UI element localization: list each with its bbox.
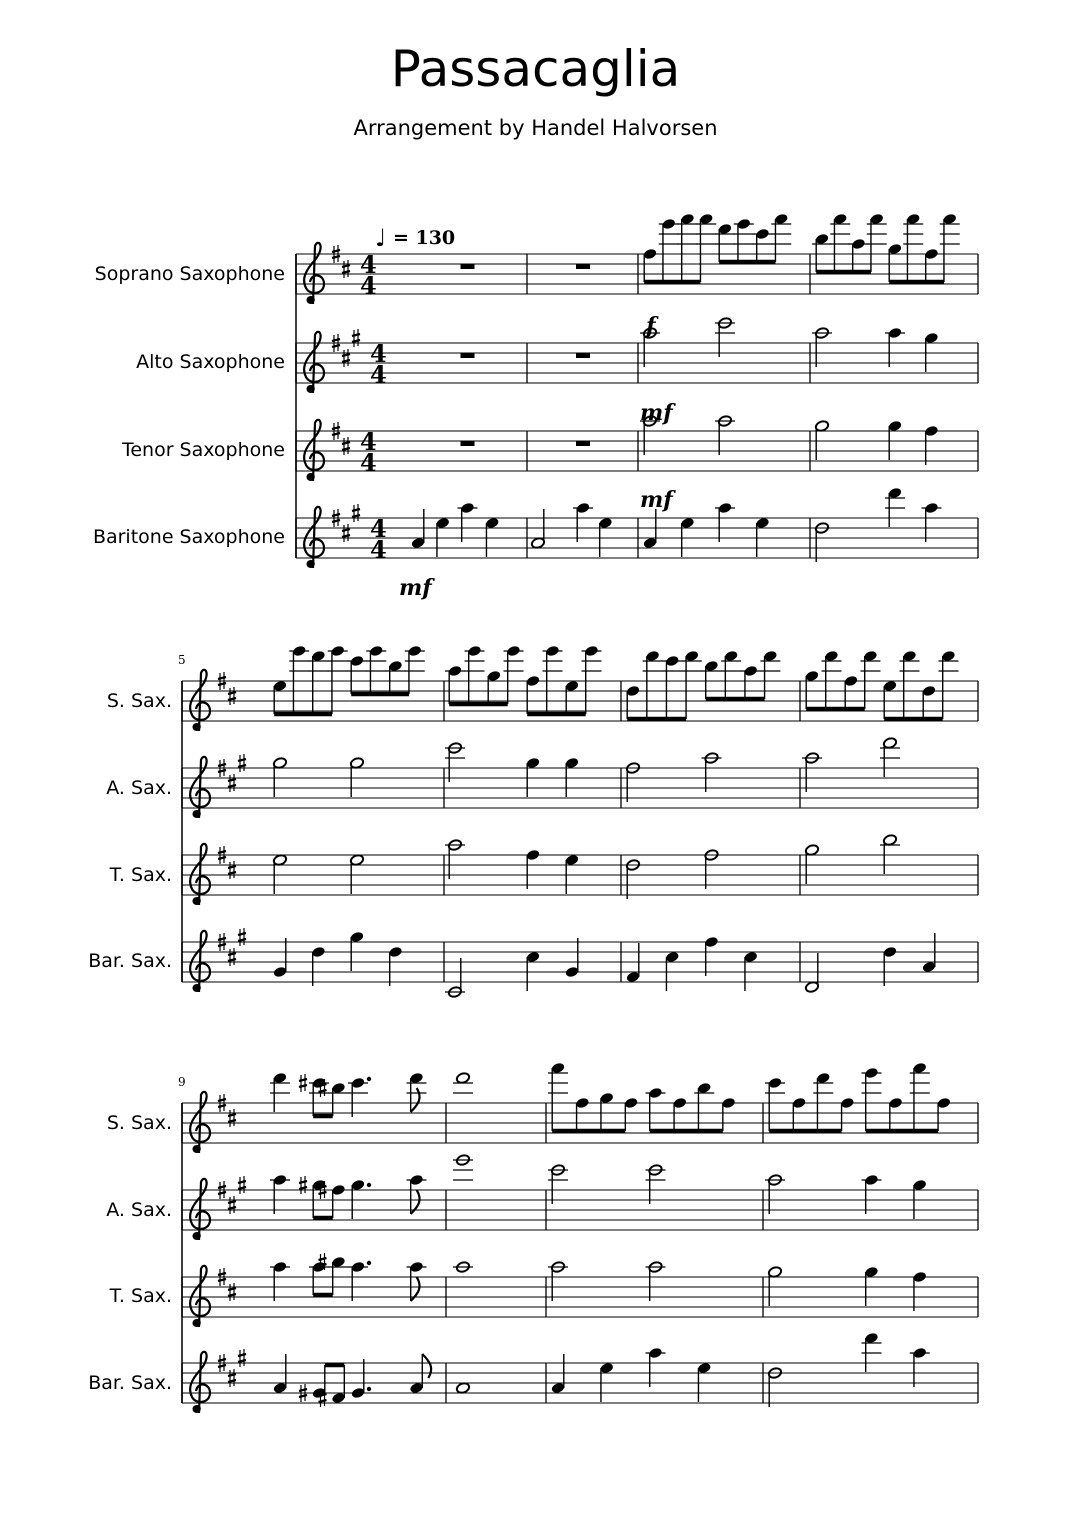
whole-rest-icon xyxy=(461,441,475,446)
dynamic-marking: mf xyxy=(399,575,432,601)
instrument-name-tenor: Tenor Saxophone xyxy=(121,439,285,461)
treble-clef-icon xyxy=(190,670,210,731)
key-signature-sharp-icon xyxy=(342,260,350,278)
whole-rest-icon xyxy=(576,353,590,358)
key-signature-sharp-icon xyxy=(238,1349,246,1367)
instrument-short-name-baritone: Bar. Sax. xyxy=(88,1372,172,1394)
treble-clef-icon xyxy=(190,757,210,818)
score-title: Passacaglia xyxy=(390,40,681,98)
dot xyxy=(367,1183,371,1187)
time-signature-denominator: 4 xyxy=(370,360,387,389)
whole-rest-icon xyxy=(461,353,475,358)
whole-rest-icon xyxy=(576,441,590,446)
instrument-short-name-soprano: S. Sax. xyxy=(106,690,172,712)
instrument-short-name-tenor: T. Sax. xyxy=(109,1285,172,1307)
treble-clef-icon xyxy=(190,1266,210,1327)
key-signature-sharp-icon xyxy=(238,754,246,772)
treble-clef-icon xyxy=(190,931,210,992)
dynamic-marking: mf xyxy=(640,400,673,426)
treble-clef-icon xyxy=(190,1179,210,1240)
treble-clef-icon xyxy=(190,844,210,905)
score-subtitle: Arrangement by Handel Halvorsen xyxy=(353,116,718,140)
key-signature-sharp-icon xyxy=(228,1283,236,1301)
key-signature-sharp-icon xyxy=(238,1176,246,1194)
accidental-sharp-icon xyxy=(299,1176,307,1194)
tempo-value: = 130 xyxy=(392,227,456,249)
key-signature-sharp-icon xyxy=(228,1109,236,1127)
key-signature-sharp-icon xyxy=(228,948,236,966)
time-signature-numerator: 4 xyxy=(360,250,377,279)
treble-clef-icon xyxy=(190,1092,210,1153)
treble-clef-icon xyxy=(304,243,324,304)
key-signature-sharp-icon xyxy=(342,437,350,455)
instrument-name-alto: Alto Saxophone xyxy=(136,351,285,373)
time-signature-denominator: 4 xyxy=(360,271,377,300)
key-signature-sharp-icon xyxy=(228,1369,236,1387)
treble-clef-icon xyxy=(304,507,324,568)
instrument-short-name-baritone: Bar. Sax. xyxy=(88,950,172,972)
measure-number: 9 xyxy=(178,1075,186,1089)
key-signature-sharp-icon xyxy=(352,329,360,347)
key-signature-sharp-icon xyxy=(342,524,350,542)
dot xyxy=(367,1077,371,1081)
treble-clef-icon xyxy=(304,332,324,393)
accidental-sharp-icon xyxy=(299,1074,307,1092)
time-signature-denominator: 4 xyxy=(360,448,377,477)
quarter-note-icon: ♩ xyxy=(375,224,387,252)
whole-rest-icon xyxy=(576,264,590,269)
dot xyxy=(367,1261,371,1265)
instrument-short-name-alto: A. Sax. xyxy=(106,777,172,799)
key-signature-sharp-icon xyxy=(352,504,360,522)
key-signature-sharp-icon xyxy=(238,928,246,946)
dynamic-marking: mf xyxy=(640,487,673,513)
measure-number: 5 xyxy=(178,653,186,667)
treble-clef-icon xyxy=(190,1352,210,1413)
instrument-short-name-soprano: S. Sax. xyxy=(106,1112,172,1134)
instrument-name-soprano: Soprano Saxophone xyxy=(94,263,285,285)
time-signature-numerator: 4 xyxy=(370,514,387,543)
key-signature-sharp-icon xyxy=(228,687,236,705)
note-flag xyxy=(411,1088,420,1112)
key-signature-sharp-icon xyxy=(228,774,236,792)
dynamic-marking: f xyxy=(646,313,656,339)
treble-clef-icon xyxy=(304,420,324,481)
time-signature-denominator: 4 xyxy=(370,535,387,564)
time-signature-numerator: 4 xyxy=(370,339,387,368)
key-signature-sharp-icon xyxy=(228,1196,236,1214)
instrument-short-name-alto: A. Sax. xyxy=(106,1199,172,1221)
whole-rest-icon xyxy=(461,264,475,269)
dot xyxy=(367,1387,371,1391)
time-signature-numerator: 4 xyxy=(360,427,377,456)
key-signature-sharp-icon xyxy=(228,861,236,879)
instrument-name-baritone: Baritone Saxophone xyxy=(92,526,285,548)
notehead xyxy=(456,1382,471,1395)
note-flag xyxy=(422,1354,431,1378)
key-signature-sharp-icon xyxy=(342,349,350,367)
instrument-short-name-tenor: T. Sax. xyxy=(109,864,172,886)
